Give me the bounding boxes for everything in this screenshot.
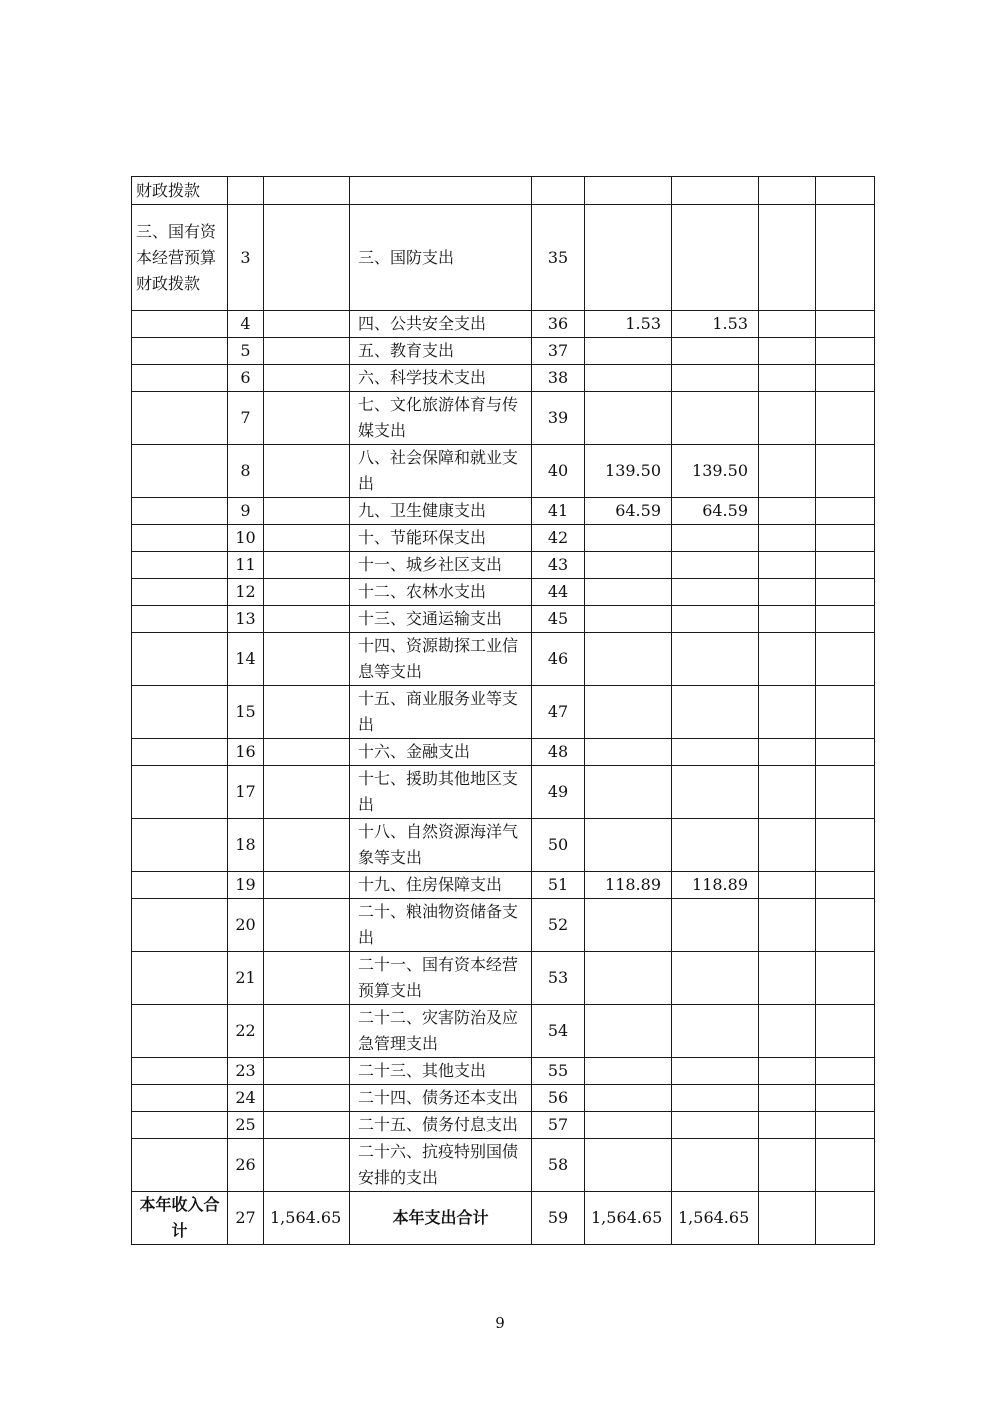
expense-c-cell xyxy=(759,311,816,338)
expense-c-cell xyxy=(759,1005,816,1058)
income-item-cell xyxy=(132,819,228,872)
income-line-cell: 13 xyxy=(228,606,264,633)
expense-c-cell xyxy=(759,392,816,445)
income-line-cell: 10 xyxy=(228,525,264,552)
income-amount-cell xyxy=(264,498,350,525)
expense-d-cell xyxy=(816,365,875,392)
income-line-cell: 8 xyxy=(228,445,264,498)
expense-c-cell xyxy=(759,338,816,365)
expense-a-cell xyxy=(585,205,672,311)
expense-d-cell xyxy=(816,686,875,739)
expense-line-cell: 52 xyxy=(532,899,585,952)
expense-item-cell: 二十三、其他支出 xyxy=(350,1058,532,1085)
income-item-cell xyxy=(132,686,228,739)
expense-line-cell: 47 xyxy=(532,686,585,739)
expense-line-cell: 37 xyxy=(532,338,585,365)
expense-a-cell xyxy=(585,633,672,686)
expense-a-cell: 64.59 xyxy=(585,498,672,525)
expense-item-cell: 十四、资源勘探工业信息等支出 xyxy=(350,633,532,686)
expense-item-cell: 六、科学技术支出 xyxy=(350,365,532,392)
income-amount-cell xyxy=(264,899,350,952)
expense-item-cell: 四、公共安全支出 xyxy=(350,311,532,338)
table-row xyxy=(132,633,875,686)
expense-c-cell xyxy=(759,445,816,498)
expense-c-cell xyxy=(759,177,816,205)
income-line-cell: 26 xyxy=(228,1139,264,1192)
expense-item-cell xyxy=(350,177,532,205)
table-row xyxy=(132,579,875,606)
expense-a-cell xyxy=(585,819,672,872)
expense-d-cell xyxy=(816,1058,875,1085)
expense-c-cell xyxy=(759,525,816,552)
expense-c-cell xyxy=(759,766,816,819)
expense-d-cell xyxy=(816,177,875,205)
income-amount-cell xyxy=(264,739,350,766)
income-line-cell xyxy=(228,177,264,205)
expense-d-cell xyxy=(816,525,875,552)
table-row xyxy=(132,686,875,739)
income-line-cell: 21 xyxy=(228,952,264,1005)
table-row xyxy=(132,899,875,952)
income-item-cell xyxy=(132,498,228,525)
expense-b-cell xyxy=(672,177,759,205)
expense-item-cell: 十九、住房保障支出 xyxy=(350,872,532,899)
income-amount-cell xyxy=(264,766,350,819)
budget-table xyxy=(131,176,875,1245)
income-line-cell: 7 xyxy=(228,392,264,445)
expense-line-cell: 36 xyxy=(532,311,585,338)
income-line-cell: 20 xyxy=(228,899,264,952)
expense-item-cell: 十三、交通运输支出 xyxy=(350,606,532,633)
table-row xyxy=(132,952,875,1005)
expense-a-cell xyxy=(585,606,672,633)
expense-line-cell: 40 xyxy=(532,445,585,498)
income-amount-cell xyxy=(264,686,350,739)
expense-b-cell xyxy=(672,606,759,633)
table-row xyxy=(132,739,875,766)
income-line-cell: 25 xyxy=(228,1112,264,1139)
expense-c-cell xyxy=(759,872,816,899)
income-line-cell: 12 xyxy=(228,579,264,606)
expense-line-cell: 46 xyxy=(532,633,585,686)
expense-a-cell xyxy=(585,1085,672,1112)
expense-d-cell xyxy=(816,819,875,872)
income-amount-cell xyxy=(264,606,350,633)
income-amount-cell xyxy=(264,633,350,686)
expense-b-cell xyxy=(672,952,759,1005)
expense-c-cell xyxy=(759,952,816,1005)
expense-b-cell xyxy=(672,686,759,739)
income-amount-cell xyxy=(264,552,350,579)
expense-b-cell xyxy=(672,899,759,952)
expense-line-cell: 38 xyxy=(532,365,585,392)
income-item-cell xyxy=(132,766,228,819)
expense-item-cell: 二十六、抗疫特别国债安排的支出 xyxy=(350,1139,532,1192)
expense-d-cell xyxy=(816,899,875,952)
expense-a-cell xyxy=(585,579,672,606)
income-line-cell: 24 xyxy=(228,1085,264,1112)
expense-item-cell: 十二、农林水支出 xyxy=(350,579,532,606)
income-item-cell xyxy=(132,525,228,552)
expense-line-cell: 53 xyxy=(532,952,585,1005)
expense-d-cell xyxy=(816,872,875,899)
expense-a-cell: 1.53 xyxy=(585,311,672,338)
expense-item-cell: 二十二、灾害防治及应急管理支出 xyxy=(350,1005,532,1058)
income-total-label: 本年收入合计 xyxy=(132,1192,228,1245)
income-item-cell xyxy=(132,311,228,338)
income-line-cell: 22 xyxy=(228,1005,264,1058)
expense-b-cell xyxy=(672,766,759,819)
expense-c-cell xyxy=(759,205,816,311)
expense-item-cell: 十七、援助其他地区支出 xyxy=(350,766,532,819)
expense-item-cell: 八、社会保障和就业支出 xyxy=(350,445,532,498)
expense-item-cell: 二十四、债务还本支出 xyxy=(350,1085,532,1112)
expense-d-cell xyxy=(816,952,875,1005)
table-row xyxy=(132,338,875,365)
expense-c-cell xyxy=(759,365,816,392)
income-amount-cell xyxy=(264,579,350,606)
expense-total-c xyxy=(759,1192,816,1245)
expense-c-cell xyxy=(759,819,816,872)
expense-item-cell: 三、国防支出 xyxy=(350,205,532,311)
expense-b-cell xyxy=(672,819,759,872)
income-line-cell: 16 xyxy=(228,739,264,766)
income-line-cell: 14 xyxy=(228,633,264,686)
expense-line-cell: 48 xyxy=(532,739,585,766)
table-row xyxy=(132,311,875,338)
expense-d-cell xyxy=(816,205,875,311)
expense-item-cell: 十一、城乡社区支出 xyxy=(350,552,532,579)
expense-b-cell: 1.53 xyxy=(672,311,759,338)
expense-item-cell: 七、文化旅游体育与传媒支出 xyxy=(350,392,532,445)
expense-b-cell xyxy=(672,739,759,766)
expense-item-cell: 十八、自然资源海洋气象等支出 xyxy=(350,819,532,872)
expense-a-cell xyxy=(585,392,672,445)
expense-a-cell xyxy=(585,686,672,739)
total-row xyxy=(132,1192,875,1245)
income-amount-cell xyxy=(264,1139,350,1192)
table-row xyxy=(132,552,875,579)
expense-b-cell xyxy=(672,365,759,392)
expense-c-cell xyxy=(759,739,816,766)
expense-c-cell xyxy=(759,1139,816,1192)
expense-a-cell xyxy=(585,739,672,766)
income-line-cell: 5 xyxy=(228,338,264,365)
table-row xyxy=(132,606,875,633)
expense-a-cell xyxy=(585,766,672,819)
expense-a-cell xyxy=(585,1005,672,1058)
income-amount-cell xyxy=(264,1005,350,1058)
income-item-cell xyxy=(132,552,228,579)
income-amount-cell xyxy=(264,819,350,872)
expense-b-cell xyxy=(672,579,759,606)
expense-b-cell: 118.89 xyxy=(672,872,759,899)
expense-b-cell: 139.50 xyxy=(672,445,759,498)
income-item-cell xyxy=(132,1139,228,1192)
expense-b-cell xyxy=(672,1112,759,1139)
expense-item-cell: 十五、商业服务业等支出 xyxy=(350,686,532,739)
expense-d-cell xyxy=(816,1085,875,1112)
expense-d-cell xyxy=(816,766,875,819)
expense-a-cell xyxy=(585,525,672,552)
table-row xyxy=(132,1085,875,1112)
income-amount-cell xyxy=(264,445,350,498)
expense-d-cell xyxy=(816,1112,875,1139)
expense-line-cell: 50 xyxy=(532,819,585,872)
expense-line-cell: 44 xyxy=(532,579,585,606)
income-item-cell xyxy=(132,392,228,445)
table-row xyxy=(132,1058,875,1085)
income-line-cell: 18 xyxy=(228,819,264,872)
table-row xyxy=(132,1112,875,1139)
expense-a-cell xyxy=(585,177,672,205)
expense-d-cell xyxy=(816,1139,875,1192)
table-row xyxy=(132,392,875,445)
expense-line-cell: 55 xyxy=(532,1058,585,1085)
income-amount-cell xyxy=(264,177,350,205)
expense-c-cell xyxy=(759,1058,816,1085)
expense-item-cell: 二十、粮油物资储备支出 xyxy=(350,899,532,952)
expense-c-cell xyxy=(759,552,816,579)
income-item-cell xyxy=(132,899,228,952)
expense-d-cell xyxy=(816,739,875,766)
expense-d-cell xyxy=(816,338,875,365)
income-item-cell xyxy=(132,1058,228,1085)
income-amount-cell xyxy=(264,1112,350,1139)
expense-d-cell xyxy=(816,606,875,633)
expense-b-cell xyxy=(672,552,759,579)
income-amount-cell xyxy=(264,952,350,1005)
expense-a-cell xyxy=(585,1058,672,1085)
expense-d-cell xyxy=(816,392,875,445)
expense-d-cell xyxy=(816,579,875,606)
expense-total-a: 1,564.65 xyxy=(585,1192,672,1245)
income-line-cell: 17 xyxy=(228,766,264,819)
expense-b-cell xyxy=(672,1085,759,1112)
income-item-cell xyxy=(132,633,228,686)
expense-item-cell: 五、教育支出 xyxy=(350,338,532,365)
income-amount-cell xyxy=(264,1058,350,1085)
expense-a-cell: 118.89 xyxy=(585,872,672,899)
table-row xyxy=(132,177,875,205)
expense-line-cell: 49 xyxy=(532,766,585,819)
expense-line-cell: 51 xyxy=(532,872,585,899)
expense-b-cell xyxy=(672,1005,759,1058)
expense-a-cell xyxy=(585,899,672,952)
expense-item-cell: 十、节能环保支出 xyxy=(350,525,532,552)
expense-total-label: 本年支出合计 xyxy=(350,1192,532,1245)
income-item-cell xyxy=(132,1112,228,1139)
income-item-cell xyxy=(132,606,228,633)
income-item-cell xyxy=(132,952,228,1005)
expense-line-cell: 43 xyxy=(532,552,585,579)
income-item-cell xyxy=(132,1005,228,1058)
income-item-cell: 三、国有资本经营预算财政拨款 xyxy=(132,205,228,311)
expense-c-cell xyxy=(759,1085,816,1112)
expense-line-cell: 45 xyxy=(532,606,585,633)
income-line-cell: 9 xyxy=(228,498,264,525)
income-line-cell: 4 xyxy=(228,311,264,338)
expense-d-cell xyxy=(816,311,875,338)
expense-line-cell xyxy=(532,177,585,205)
table-row xyxy=(132,872,875,899)
expense-line-cell: 58 xyxy=(532,1139,585,1192)
income-line-cell: 19 xyxy=(228,872,264,899)
table-row xyxy=(132,525,875,552)
expense-b-cell xyxy=(672,525,759,552)
income-total-amount: 1,564.65 xyxy=(264,1192,350,1245)
income-amount-cell xyxy=(264,872,350,899)
expense-c-cell xyxy=(759,633,816,686)
expense-line-cell: 35 xyxy=(532,205,585,311)
expense-item-cell: 九、卫生健康支出 xyxy=(350,498,532,525)
income-total-line: 27 xyxy=(228,1192,264,1245)
income-amount-cell xyxy=(264,365,350,392)
table-row xyxy=(132,1005,875,1058)
income-item-cell: 财政拨款 xyxy=(132,177,228,205)
income-item-cell xyxy=(132,365,228,392)
expense-line-cell: 57 xyxy=(532,1112,585,1139)
table-row xyxy=(132,1139,875,1192)
income-amount-cell xyxy=(264,311,350,338)
expense-item-cell: 二十一、国有资本经营预算支出 xyxy=(350,952,532,1005)
expense-b-cell xyxy=(672,392,759,445)
expense-line-cell: 54 xyxy=(532,1005,585,1058)
expense-d-cell xyxy=(816,633,875,686)
income-line-cell: 23 xyxy=(228,1058,264,1085)
expense-a-cell xyxy=(585,1112,672,1139)
income-item-cell xyxy=(132,872,228,899)
expense-line-cell: 56 xyxy=(532,1085,585,1112)
income-line-cell: 15 xyxy=(228,686,264,739)
expense-c-cell xyxy=(759,899,816,952)
income-item-cell xyxy=(132,579,228,606)
income-amount-cell xyxy=(264,1085,350,1112)
income-item-cell xyxy=(132,1085,228,1112)
expense-c-cell xyxy=(759,579,816,606)
expense-total-b: 1,564.65 xyxy=(672,1192,759,1245)
table-row xyxy=(132,445,875,498)
table-row xyxy=(132,365,875,392)
expense-line-cell: 39 xyxy=(532,392,585,445)
expense-d-cell xyxy=(816,445,875,498)
expense-c-cell xyxy=(759,498,816,525)
expense-b-cell xyxy=(672,205,759,311)
page-number: 9 xyxy=(495,1314,505,1332)
expense-c-cell xyxy=(759,1112,816,1139)
income-item-cell xyxy=(132,445,228,498)
income-item-cell xyxy=(132,739,228,766)
income-amount-cell xyxy=(264,392,350,445)
expense-b-cell xyxy=(672,1139,759,1192)
table-row xyxy=(132,205,875,311)
income-line-cell: 11 xyxy=(228,552,264,579)
income-amount-cell xyxy=(264,205,350,311)
expense-line-cell: 42 xyxy=(532,525,585,552)
expense-b-cell xyxy=(672,1058,759,1085)
expense-a-cell xyxy=(585,338,672,365)
expense-line-cell: 41 xyxy=(532,498,585,525)
table-row xyxy=(132,498,875,525)
expense-c-cell xyxy=(759,606,816,633)
expense-a-cell xyxy=(585,952,672,1005)
expense-c-cell xyxy=(759,686,816,739)
expense-b-cell xyxy=(672,338,759,365)
table-body xyxy=(132,177,875,1192)
income-item-cell xyxy=(132,338,228,365)
income-amount-cell xyxy=(264,525,350,552)
expense-d-cell xyxy=(816,498,875,525)
expense-a-cell xyxy=(585,552,672,579)
table-row xyxy=(132,819,875,872)
income-amount-cell xyxy=(264,338,350,365)
income-line-cell: 6 xyxy=(228,365,264,392)
expense-a-cell: 139.50 xyxy=(585,445,672,498)
table-row xyxy=(132,766,875,819)
expense-d-cell xyxy=(816,552,875,579)
expense-item-cell: 二十五、债务付息支出 xyxy=(350,1112,532,1139)
expense-a-cell xyxy=(585,365,672,392)
expense-item-cell: 十六、金融支出 xyxy=(350,739,532,766)
expense-d-cell xyxy=(816,1005,875,1058)
expense-a-cell xyxy=(585,1139,672,1192)
income-line-cell: 3 xyxy=(228,205,264,311)
expense-total-line: 59 xyxy=(532,1192,585,1245)
expense-total-d xyxy=(816,1192,875,1245)
expense-b-cell xyxy=(672,633,759,686)
expense-b-cell: 64.59 xyxy=(672,498,759,525)
